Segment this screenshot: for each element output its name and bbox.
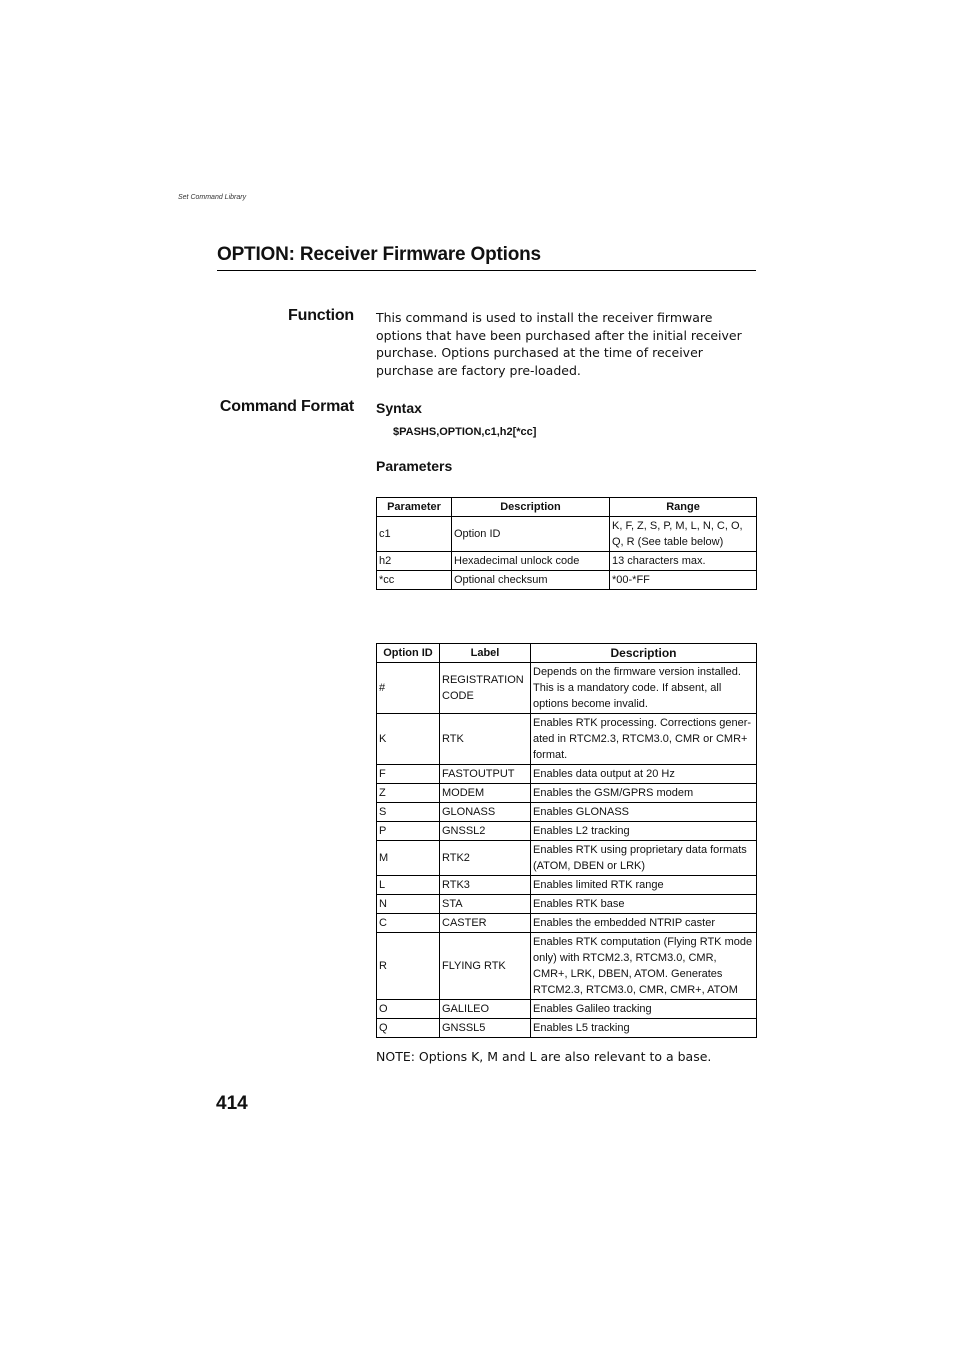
table-cell: Enables RTK using proprietary data formats (ATOM, DBEN or LRK) [531, 841, 757, 876]
table-cell: Enables L2 tracking [531, 822, 757, 841]
table-cell: c1 [377, 517, 452, 552]
table-row [377, 822, 757, 841]
table-row [377, 895, 757, 914]
table-cell: Option ID [452, 517, 610, 552]
table-cell: 13 characters max. [610, 552, 757, 571]
table-cell: K, F, Z, S, P, M, L, N, C, O, Q, R (See table below) [610, 517, 757, 552]
table-cell: FLYING RTK [440, 933, 531, 1000]
table-cell: Enables Galileo tracking [531, 1000, 757, 1019]
command-format-heading: Command Format [219, 398, 354, 415]
table-cell: STA [440, 895, 531, 914]
table-cell: RTK [440, 714, 531, 765]
table-row [377, 841, 757, 876]
table-cell: M [377, 841, 440, 876]
page-number: 414 [216, 1093, 248, 1114]
column-header: Parameter [377, 498, 452, 517]
table-cell: GLONASS [440, 803, 531, 822]
column-header: Description [452, 498, 610, 517]
table-row [377, 876, 757, 895]
function-text: This command is used to install the receiver firmware options that have been purchased after the initial receiver purchase. Options purchased at the time of receiver purchase are factory pre-loaded. [376, 310, 742, 378]
table-header-row [377, 644, 757, 663]
function-heading: Function [288, 307, 354, 324]
table-cell: N [377, 895, 440, 914]
column-header: Option ID [377, 644, 440, 663]
table-cell: Enables the embedded NTRIP caster [531, 914, 757, 933]
table-cell: FASTOUTPUT [440, 765, 531, 784]
table-cell: RTK3 [440, 876, 531, 895]
table-cell: Optional checksum [452, 571, 610, 590]
table-cell: CASTER [440, 914, 531, 933]
table-cell: *cc [377, 571, 452, 590]
table-cell: Q [377, 1019, 440, 1038]
page-title: OPTION: Receiver Firmware Options [217, 244, 756, 271]
column-header: Range [610, 498, 757, 517]
table-row [377, 714, 757, 765]
table-cell: h2 [377, 552, 452, 571]
table-cell: F [377, 765, 440, 784]
syntax-string: $PASHS,OPTION,c1,h2[*cc] [393, 426, 537, 438]
table-row [377, 1019, 757, 1038]
table-cell: O [377, 1000, 440, 1019]
running-head: Set Command Library [178, 194, 247, 201]
column-header: Label [440, 644, 531, 663]
options-table [376, 643, 757, 1038]
table-header-row [377, 498, 757, 517]
table-cell: S [377, 803, 440, 822]
table-row [377, 552, 757, 571]
table-cell: RTK2 [440, 841, 531, 876]
table-cell: Enables RTK processing. Corrections gener-ated in RTCM2.3, RTCM3.0, CMR or CMR+ format. [531, 714, 757, 765]
table-cell: # [377, 663, 440, 714]
table-cell: R [377, 933, 440, 1000]
table-cell: Enables the GSM/GPRS modem [531, 784, 757, 803]
table-row [377, 914, 757, 933]
table-cell: REGISTRATION CODE [440, 663, 531, 714]
table-cell: Enables data output at 20 Hz [531, 765, 757, 784]
table-cell: GALILEO [440, 1000, 531, 1019]
table-cell: Enables RTK base [531, 895, 757, 914]
table-row [377, 663, 757, 714]
table-row [377, 765, 757, 784]
table-row [377, 784, 757, 803]
table-cell: Depends on the firmware version installed. This is a mandatory code. If absent, all options become invalid. [531, 663, 757, 714]
table-cell: Enables limited RTK range [531, 876, 757, 895]
syntax-heading: Syntax [376, 400, 422, 416]
table-cell: Enables GLONASS [531, 803, 757, 822]
table-row [377, 571, 757, 590]
table-cell: P [377, 822, 440, 841]
table-cell: Hexadecimal unlock code [452, 552, 610, 571]
column-header: Description [531, 644, 757, 663]
table-cell: Enables L5 tracking [531, 1019, 757, 1038]
parameters-table [376, 497, 757, 590]
table-cell: GNSSL5 [440, 1019, 531, 1038]
note-text: NOTE: Options K, M and L are also relevant to a base. [376, 1049, 712, 1064]
table-row [377, 933, 757, 1000]
table-cell: MODEM [440, 784, 531, 803]
parameters-heading: Parameters [376, 458, 453, 474]
table-cell: GNSSL2 [440, 822, 531, 841]
table-row [377, 517, 757, 552]
table-row [377, 1000, 757, 1019]
table-cell: Z [377, 784, 440, 803]
table-cell: L [377, 876, 440, 895]
table-cell: *00-*FF [610, 571, 757, 590]
table-cell: C [377, 914, 440, 933]
table-cell: Enables RTK computation (Flying RTK mode only) with RTCM2.3, RTCM3.0, CMR, CMR+, LRK, DBEN, ATOM. Generates RTCM2.3, RTCM3.0, CMR, CMR+, ATOM [531, 933, 757, 1000]
table-cell: K [377, 714, 440, 765]
table-row [377, 803, 757, 822]
